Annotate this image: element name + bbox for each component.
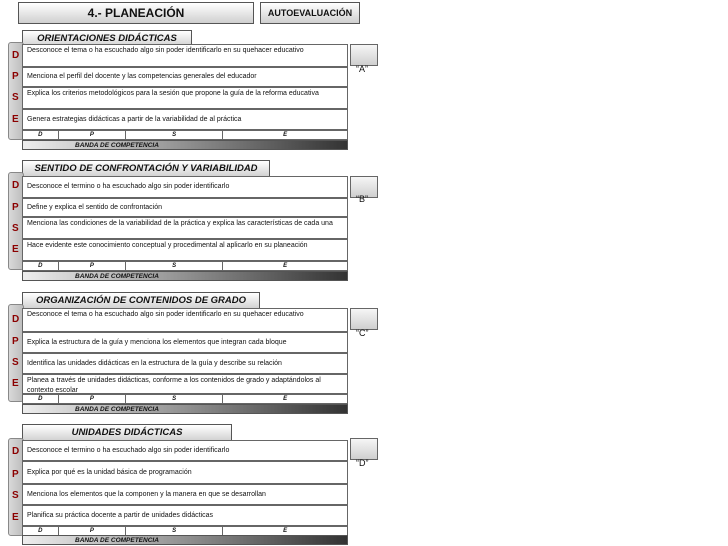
level-s-label: S (12, 490, 19, 501)
level-e-label: E (12, 512, 19, 523)
section-unidades (0, 424, 380, 546)
statement-p[interactable]: Explica por qué es la unidad básica de programación (22, 461, 348, 484)
level-p-label: P (12, 202, 19, 213)
scale-e: E (283, 528, 288, 534)
grade-label: “B” (356, 194, 368, 204)
level-p-label: P (12, 71, 19, 82)
statement-e[interactable]: Planea a través de unidades didácticas, conforme a los contenidos de grado y adaptándolos al contexto escolar (22, 374, 348, 394)
scale-s: S (126, 395, 223, 403)
grade-input[interactable] (350, 44, 378, 66)
statement-p[interactable]: Explica la estructura de la guía y menciona los elementos que integran cada bloque (22, 332, 348, 353)
level-d-label: D (12, 180, 20, 191)
scale-s: S (126, 131, 223, 139)
grade-label: “D” (356, 458, 369, 468)
level-scale (22, 130, 348, 140)
scale-e: E (283, 263, 288, 269)
scale-d: D (23, 131, 59, 139)
section-title: UNIDADES DIDÁCTICAS (22, 424, 232, 440)
scale-p: P (59, 527, 126, 535)
competence-band: BANDA DE COMPETENCIA (22, 140, 348, 150)
section-orientaciones (0, 30, 380, 152)
level-e-label: E (12, 244, 19, 255)
section-title: ORGANIZACIÓN DE CONTENIDOS DE GRADO (22, 292, 260, 308)
grade-label: “A” (356, 64, 368, 74)
page-title: 4.- PLANEACIÓN (18, 2, 254, 24)
scale-d: D (23, 395, 59, 403)
level-e-label: E (12, 114, 19, 125)
competence-band: BANDA DE COMPETENCIA (22, 271, 348, 281)
level-p-label: P (12, 336, 19, 347)
level-d-label: D (12, 314, 20, 325)
level-scale (22, 394, 348, 404)
statement-s[interactable]: Menciona los elementos que la componen y la manera en que se desarrollan (22, 484, 348, 505)
grade-input[interactable] (350, 308, 378, 330)
scale-p: P (59, 262, 126, 270)
competence-band: BANDA DE COMPETENCIA (22, 535, 348, 545)
statement-p[interactable]: Define y explica el sentido de confrontación (22, 198, 348, 217)
self-evaluation-button[interactable]: AUTOEVALUACIÓN (260, 2, 360, 24)
section-organizacion (0, 292, 380, 414)
scale-e: E (283, 132, 288, 138)
statement-e[interactable]: Planifica su práctica docente a partir de unidades didácticas (22, 505, 348, 526)
level-d-label: D (12, 446, 20, 457)
section-title: ORIENTACIONES DIDÁCTICAS (22, 30, 192, 46)
statement-s[interactable]: Explica los criterios metodológicos para la sesión que propone la guía de la reforma educativa (22, 87, 348, 109)
scale-e: E (283, 396, 288, 402)
level-s-label: S (12, 223, 19, 234)
level-e-label: E (12, 378, 19, 389)
competence-band: BANDA DE COMPETENCIA (22, 404, 348, 414)
scale-s: S (126, 262, 223, 270)
statement-s[interactable]: Identifica las unidades didácticas en la estructura de la guía y describe su relación (22, 353, 348, 374)
statement-p[interactable]: Menciona el perfil del docente y las competencias generales del educador (22, 67, 348, 87)
scale-s: S (126, 527, 223, 535)
section-confrontacion (0, 160, 380, 282)
scale-d: D (23, 527, 59, 535)
level-s-label: S (12, 92, 19, 103)
level-d-label: D (12, 50, 20, 61)
scale-p: P (59, 131, 126, 139)
statement-e[interactable]: Genera estrategias didácticas a partir de la variabilidad de al práctica (22, 109, 348, 130)
level-p-label: P (12, 469, 19, 480)
section-title: SENTIDO DE CONFRONTACIÓN Y VARIABILIDAD (22, 160, 270, 176)
statement-d[interactable]: Desconoce el termino o ha escuchado algo sin poder identificarlo (22, 440, 348, 461)
statement-d[interactable]: Desconoce el tema o ha escuchado algo sin poder identificarlo en su quehacer educativo (22, 44, 348, 67)
scale-d: D (23, 262, 59, 270)
scale-p: P (59, 395, 126, 403)
level-s-label: S (12, 357, 19, 368)
grade-label: “C” (356, 328, 369, 338)
statement-d[interactable]: Desconoce el termino o ha escuchado algo sin poder identificarlo (22, 176, 348, 198)
level-scale (22, 261, 348, 271)
statement-e[interactable]: Hace evidente este conocimiento conceptual y procedimental al aplicarlo en su planeación (22, 239, 348, 261)
grade-input[interactable] (350, 438, 378, 460)
statement-s[interactable]: Menciona las condiciones de la variabilidad de la práctica y explica las características de cada una (22, 217, 348, 239)
statement-d[interactable]: Desconoce el tema o ha escuchado algo sin poder identificarlo en su quehacer educativo (22, 308, 348, 332)
